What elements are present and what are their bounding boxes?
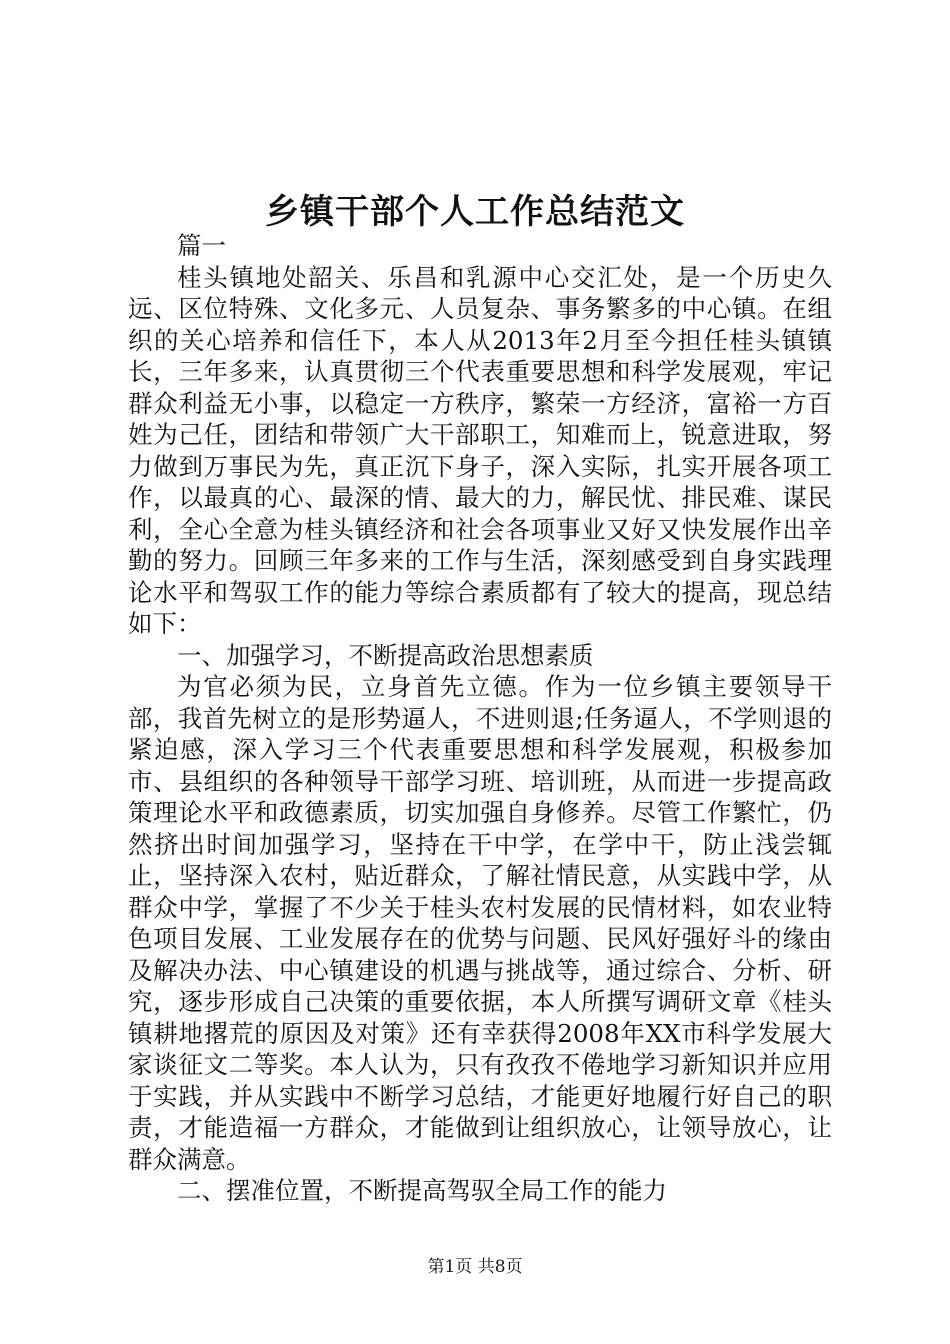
page-number: 第1页 共8页: [427, 1257, 523, 1277]
page-title: 乡镇干部个人工作总结范文: [265, 192, 685, 232]
section-label: 篇一: [177, 231, 226, 260]
paragraph-intro: 桂头镇地处韶关、乐昌和乳源中心交汇处，是一个历史久远、区位特殊、文化多元、人员复杂、事务繁多的中心镇。在组织的关心培养和信任下，本人从2013年2月至今担任桂头镇镇长，三年多来，认真贯彻三个代表重要思想和科学发展观，牢记群众利益无小事，以稳定一方秩序，繁荣一方经济，富裕一方百姓为己任，团结和带领广大干部职工，知难而上，锐意进取，努力做到万事民为先，真正沉下身子，深入实际，扎实开展各项工作，以最真的心、最深的情、最大的力，解民忧、排民难、谋民利，全心全意为桂头镇经济和社会各项事业又好又快发展作出辛勤的努力。回顾三年多来的工作与生活，深刻感受到自身实践理论水平和驾驭工作的能力等综合素质都有了较大的提高，现总结如下：: [128, 262, 832, 638]
heading-2: 二、摆准位置，不断提高驾驭全局工作的能力: [177, 1176, 667, 1205]
paragraph-study: 为官必须为民，立身首先立德。作为一位乡镇主要领导干部，我首先树立的是形势逼人，不进则退;任务逼人，不学则退的紧迫感，深入学习三个代表重要思想和科学发展观，积极参加市、县组织的各种领导干部学习班、培训班，从而进一步提高政策理论水平和政德素质，切实加强自身修养。尽管工作繁忙，仍然挤出时间加强学习，坚持在干中学，在学中干，防止浅尝辄止，坚持深入农村，贴近群众，了解社情民意，从实践中学，从群众中学，掌握了不少关于桂头农村发展的民情材料，如农业特色项目发展、工业发展存在的优势与问题、民风好强好斗的缘由及解决办法、中心镇建设的机遇与挑战等，通过综合、分析、研究，逐步形成自己决策的重要依据，本人所撰写调研文章《桂头镇耕地撂荒的原因及对策》还有幸获得2008年XX市科学发展大家谈征文二等奖。本人认为，只有孜孜不倦地学习新知识并应用于实践，并从实践中不断学习总结，才能更好地履行好自己的职责，才能造福一方群众，才能做到让组织放心，让领导放心，让群众满意。: [128, 672, 832, 1174]
heading-1: 一、加强学习，不断提高政治思想素质: [177, 640, 594, 670]
document-body: [128, 230, 832, 1207]
